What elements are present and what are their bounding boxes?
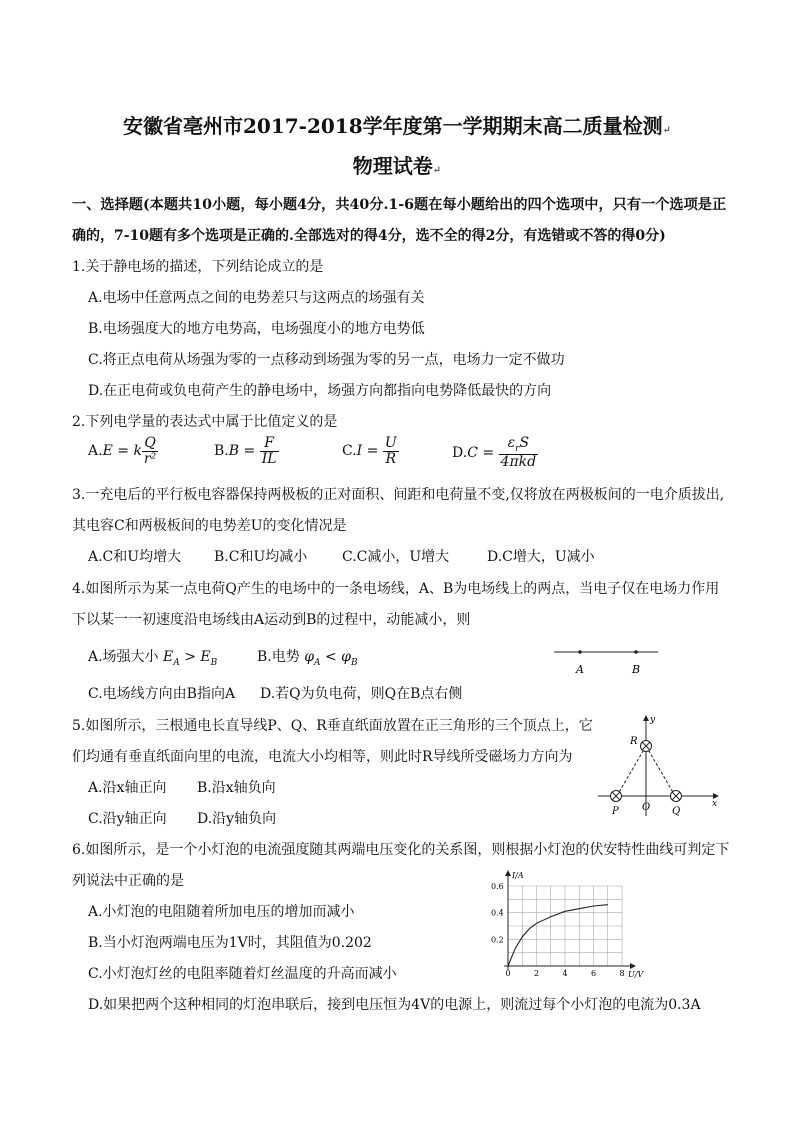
wire-q-icon [671, 791, 682, 802]
point-b-label: B [632, 663, 641, 676]
q2-option-b: B.B = $\frac{F}{IL}$ [214, 435, 277, 467]
q1-option-d: D.在正电荷或负电荷产生的静电场中，场强方向都指向电势降低最快的方向 [88, 383, 552, 399]
iu-curve-chart [488, 868, 648, 980]
fraction: $\frac{U}{R}$ [384, 435, 397, 467]
wire-r-icon [641, 741, 652, 752]
chart-y-arrow-icon [505, 870, 511, 876]
q1-option-b: B.电场强度大的地方电势高，电场强度小的地方电势低 [88, 321, 425, 337]
chart-x-tick-label: 0 [505, 969, 511, 978]
q3-option-c: C.C减小，U增大 [342, 549, 450, 565]
wire-p-label: P [612, 806, 619, 817]
q6-option-c: C.小灯泡灯丝的电阻率随着灯丝温度的升高而减小 [88, 966, 397, 982]
q5-option-d: D.沿y轴负向 [197, 811, 277, 827]
fraction: $\frac{\varepsilon_rS}{\text{4πkd}}$ [500, 435, 537, 471]
q6-option-a: A.小灯泡的电阻随着所加电压的增加而减小 [88, 904, 355, 920]
q2-option-d: D.C = $\frac{\varepsilon_rS}{\text{4πkd}}$ [452, 435, 537, 471]
chart-y-tick-label: 0.6 [491, 882, 504, 891]
page-title: 安徽省亳州市2017-2018学年度第一学期期末高二质量检测↵ [122, 114, 672, 138]
chart-x-tick-label: 2 [534, 969, 540, 978]
q5-stem-line1: 5.如图所示，三根通电长直导线P、Q、R垂直纸面放置在正三角形的三个顶点上，它 [72, 718, 593, 734]
chart-series-line [508, 905, 608, 966]
chart-y-label: I/A [512, 871, 524, 880]
chart-grid [508, 886, 622, 966]
chart-x-tick-label: 4 [562, 969, 568, 978]
fraction: $\frac{Q}{\text{r²}}$ [143, 435, 157, 467]
q3-stem-line1: 3.一充电后的平行板电容器保持两极板的正对面积、间距和电荷量不变,仅将放在两极板间的一电介质拔出, [72, 487, 725, 503]
q4-option-b: B.电势 $\varphi_A < \varphi_B$ [257, 649, 358, 668]
q3-option-a: A.C和U均增大 [88, 549, 182, 565]
triangle-edge-rp [618, 746, 646, 794]
q5-option-b: B.沿x轴负向 [197, 780, 276, 796]
q6-stem-line2: 列说法中正确的是 [72, 873, 184, 889]
page-subtitle: 物理试卷↵ [352, 154, 442, 178]
wire-r-label: R [630, 736, 638, 747]
q3-option-d: D.C增大，U减小 [487, 549, 595, 565]
chart-y-tick-label: 0.2 [491, 935, 504, 945]
q2-option-c: C.I = $\frac{U}{R}$ [342, 435, 397, 467]
q6-option-b: B.当小灯泡两端电压为1V时，其阻值为0.202 [88, 935, 372, 951]
y-axis-label: y [650, 715, 656, 725]
q4-option-d: D.若Q为负电荷，则Q在B点右侧 [260, 686, 463, 702]
q4-stem-line1: 4.如图所示为某一点电荷Q产生的电场中的一条电场线，A、B为电场线上的两点，当电子仅在电场力作用 [72, 581, 720, 597]
q4-field-line-figure [548, 640, 668, 680]
q5-wire-figure [596, 708, 726, 820]
q1-option-a: A.电场中任意两点之间的电势差只与这两点的场强有关 [88, 290, 425, 306]
q4-stem-line2: 下以某一一初速度沿电场线由A运动到B的过程中，动能减小，则 [72, 612, 471, 628]
q4-option-c: C.电场线方向由B指向A [88, 686, 236, 702]
q4-option-a: A.场强大小 $E_A > E_B$ [88, 649, 218, 668]
x-axis-label: x [712, 799, 718, 809]
q5-option-a: A.沿x轴正向 [88, 780, 167, 796]
q3-option-b: B.C和U均减小 [214, 549, 308, 565]
point-a-label: A [576, 663, 584, 676]
q2-option-a: A.E = k $\frac{Q}{\text{r²}}$ [88, 435, 157, 467]
chart-x-tick-label: 6 [591, 969, 597, 978]
wire-p-icon [611, 791, 622, 802]
chart-x-arrow-icon [630, 963, 636, 969]
chart-y-tick-label: 0.4 [491, 908, 504, 918]
point-b-dot [634, 650, 638, 654]
chart-x-tick-label: 8 [619, 969, 625, 978]
paragraph-mark-icon: ↵ [432, 165, 442, 176]
section-instructions-line1: 一、选择题(本题共10小题，每小题4分，共40分.1-6题在每小题给出的四个选项中，只有一个选项是正 [72, 197, 727, 213]
section-instructions-line2: 确的，7-10题有多个选项是正确的.全部选对的得4分，选不全的得2分，有选错或不答的得0分) [72, 228, 666, 244]
paragraph-mark-icon: ↵ [662, 125, 672, 136]
q6-option-d: D.如果把两个这种相同的灯泡串联后，接到电压恒为4V的电源上，则流过每个小灯泡的电流为0.3A [88, 997, 701, 1013]
chart-x-label: U/V [628, 970, 644, 979]
q1-option-c: C.将正点电荷从场强为零的一点移动到场强为零的另一点，电场力一定不做功 [88, 352, 565, 368]
point-a-dot [578, 650, 582, 654]
wire-q-label: Q [672, 806, 681, 817]
q1-stem: 1.关于静电场的描述，下列结论成立的是 [72, 259, 324, 275]
q5-stem-line2: 们均通有垂直纸面向里的电流，电流大小均相等，则此时R导线所受磁场力方向为 [72, 749, 573, 765]
q3-stem-line2: 其电容C和两极板间的电势差U的变化情况是 [72, 518, 347, 534]
q6-stem-line1: 6.如图所示，是一个小灯泡的电流强度随其两端电压变化的关系图，则根据小灯泡的伏安特性曲线可判定下 [72, 842, 730, 858]
origin-label: O [642, 802, 651, 813]
triangle-edge-rq [646, 746, 674, 794]
q2-stem: 2.下列电学量的表达式中属于比值定义的是 [72, 414, 338, 430]
q5-option-c: C.沿y轴正向 [88, 811, 167, 827]
fraction: $\frac{F}{IL}$ [261, 435, 277, 467]
